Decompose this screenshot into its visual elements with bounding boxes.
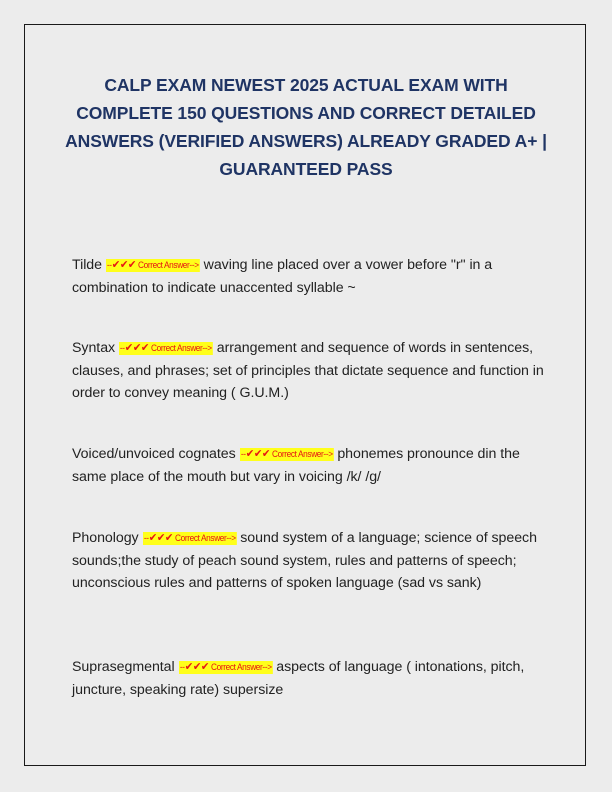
checkmark-icon: ✔✔✔ bbox=[184, 661, 209, 673]
entry-term: Tilde bbox=[72, 257, 102, 273]
correct-answer-marker: --✔✔✔ Correct Answer--> bbox=[240, 448, 333, 460]
flashcard-entry bbox=[72, 443, 544, 488]
entry-answer: waving line placed over a vower before "r" in a combination to indicate unaccented syllable ~ bbox=[72, 257, 493, 296]
flashcard-entry bbox=[72, 254, 544, 299]
correct-answer-marker: --✔✔✔ Correct Answer--> bbox=[119, 342, 212, 354]
entry-term: Phonology bbox=[72, 530, 139, 546]
flashcard-entry bbox=[72, 337, 544, 405]
entry-term: Suprasegmental bbox=[72, 659, 175, 675]
entry-term: Voiced/unvoiced cognates bbox=[72, 446, 236, 462]
correct-answer-marker: --✔✔✔ Correct Answer--> bbox=[179, 661, 272, 673]
checkmark-icon: ✔✔✔ bbox=[111, 259, 136, 271]
checkmark-icon: ✔✔✔ bbox=[245, 448, 270, 460]
entry-answer: aspects of language ( intonations, pitch, juncture, speaking rate) supersize bbox=[72, 659, 525, 698]
document-title: CALP EXAM NEWEST 2025 ACTUAL EXAM WITH COMPLETE 150 QUESTIONS AND CORRECT DETAILED ANSWERS (VERIFIED ANSWERS) ALREADY GRADED A+ | GUARANTEED PASS bbox=[65, 75, 547, 179]
entry-answer: arrangement and sequence of words in sentences, clauses, and phrases; set of principles that dictate sequence and function in order to convey meaning ( G.U.M.) bbox=[72, 340, 544, 401]
correct-answer-marker: --✔✔✔ Correct Answer--> bbox=[106, 259, 199, 271]
entry-answer: phonemes pronounce din the same place of the mouth but vary in voicing /k/ /g/ bbox=[72, 446, 520, 485]
correct-answer-marker: --✔✔✔ Correct Answer--> bbox=[143, 532, 236, 544]
flashcard-entry bbox=[72, 527, 544, 595]
checkmark-icon: ✔✔✔ bbox=[124, 342, 150, 354]
flashcard-entry bbox=[72, 656, 544, 701]
entry-answer: sound system of a language; science of speech sounds;the study of peach sound system, rules and patterns of speech; unconscious rules and patterns of spoken language (sad vs sank) bbox=[72, 530, 537, 591]
checkmark-icon: ✔✔✔ bbox=[148, 532, 173, 544]
entry-term: Syntax bbox=[72, 340, 116, 356]
